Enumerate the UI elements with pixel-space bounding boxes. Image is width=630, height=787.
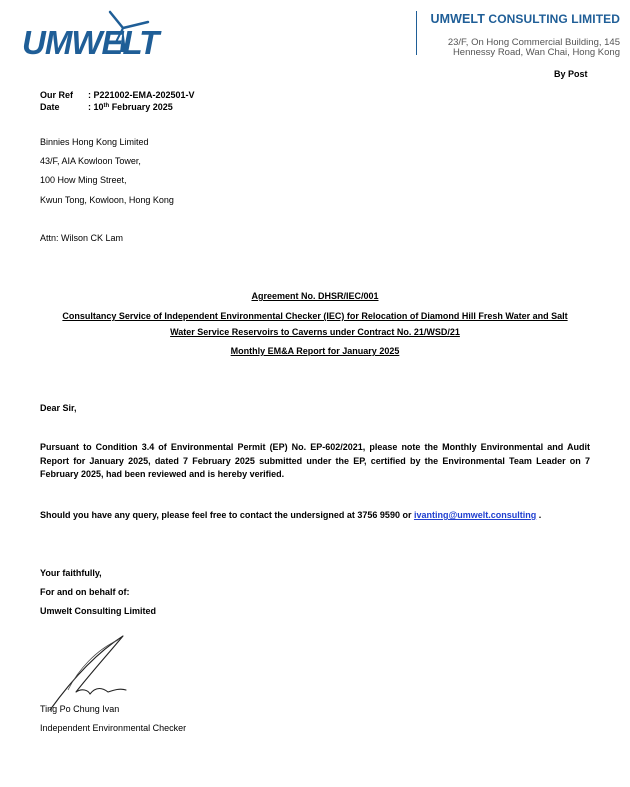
subject-title-line-1: Consultancy Service of Independent Environmental Checker (IEC) for Relocation of Diamond Hill Fresh Water and Salt [62, 311, 568, 321]
attention-line: Attn: Wilson CK Lam [40, 233, 124, 243]
date-label: Date [40, 102, 60, 112]
date-row [40, 101, 195, 113]
closing-line-1: Your faithfully, [40, 568, 102, 578]
company-name-suffix: CONSULTING LIMITED [488, 12, 620, 26]
date-suffix: February 2025 [109, 102, 173, 112]
company-address [435, 38, 620, 58]
reference-block [40, 89, 195, 113]
logo-wordmark: UMWELT [22, 24, 159, 61]
recipient-line-1: Binnies Hong Kong Limited [40, 137, 149, 147]
signer-name: Ting Po Chung Ivan [40, 704, 120, 714]
company-name [430, 12, 620, 26]
agreement-number: Agreement No. DHSR/IEC/001 [251, 291, 379, 301]
umwelt-logo [20, 8, 159, 61]
body-paragraph-2 [40, 509, 541, 521]
recipient-line-4: Kwun Tong, Kowloon, Hong Kong [40, 195, 174, 205]
contact-text: Should you have any query, please feel free to contact the undersigned at 3756 9590 or [40, 510, 414, 520]
report-title: Monthly EM&A Report for January 2025 [230, 346, 400, 356]
email-link[interactable]: ivanting@umwelt.consulting [413, 510, 537, 520]
recipient-line-3: 100 How Ming Street, [40, 175, 127, 185]
date-superscript: th [103, 103, 110, 109]
address-line-1: 23/F, On Hong Commercial Building, 145 [447, 37, 620, 48]
our-ref-value: : P221002-EMA-202501-V [88, 90, 195, 100]
closing-line-3: Umwelt Consulting Limited [40, 606, 156, 616]
our-ref-row [40, 89, 195, 101]
subject-title-line-2: Water Service Reservoirs to Caverns under Contract No. 21/WSD/21 [170, 327, 460, 337]
salutation: Dear Sir, [40, 403, 77, 413]
signer-title: Independent Environmental Checker [40, 723, 187, 733]
contact-text-end: . [536, 510, 542, 520]
delivery-method: By Post [554, 69, 588, 79]
date-prefix: : 10 [88, 102, 104, 112]
company-name-prefix: UMWELT [430, 12, 485, 26]
address-line-2: Hennessy Road, Wan Chai, Hong Kong [452, 47, 620, 58]
header-divider [416, 11, 417, 55]
handwritten-signature [48, 630, 138, 714]
closing-line-2: For and on behalf of: [40, 587, 130, 597]
body-paragraph-1: Pursuant to Condition 3.4 of Environmental Permit (EP) No. EP-602/2021, please note the Monthly Environmental and Audit Report for January 2025, dated 7 February 2025 submitted under the EP, certified by the Environmental Team Leader on 7 February 2025, had been reviewed and is hereby verified. [40, 442, 590, 479]
our-ref-label: Our Ref [40, 90, 74, 100]
recipient-line-2: 43/F, AIA Kowloon Tower, [40, 156, 141, 166]
